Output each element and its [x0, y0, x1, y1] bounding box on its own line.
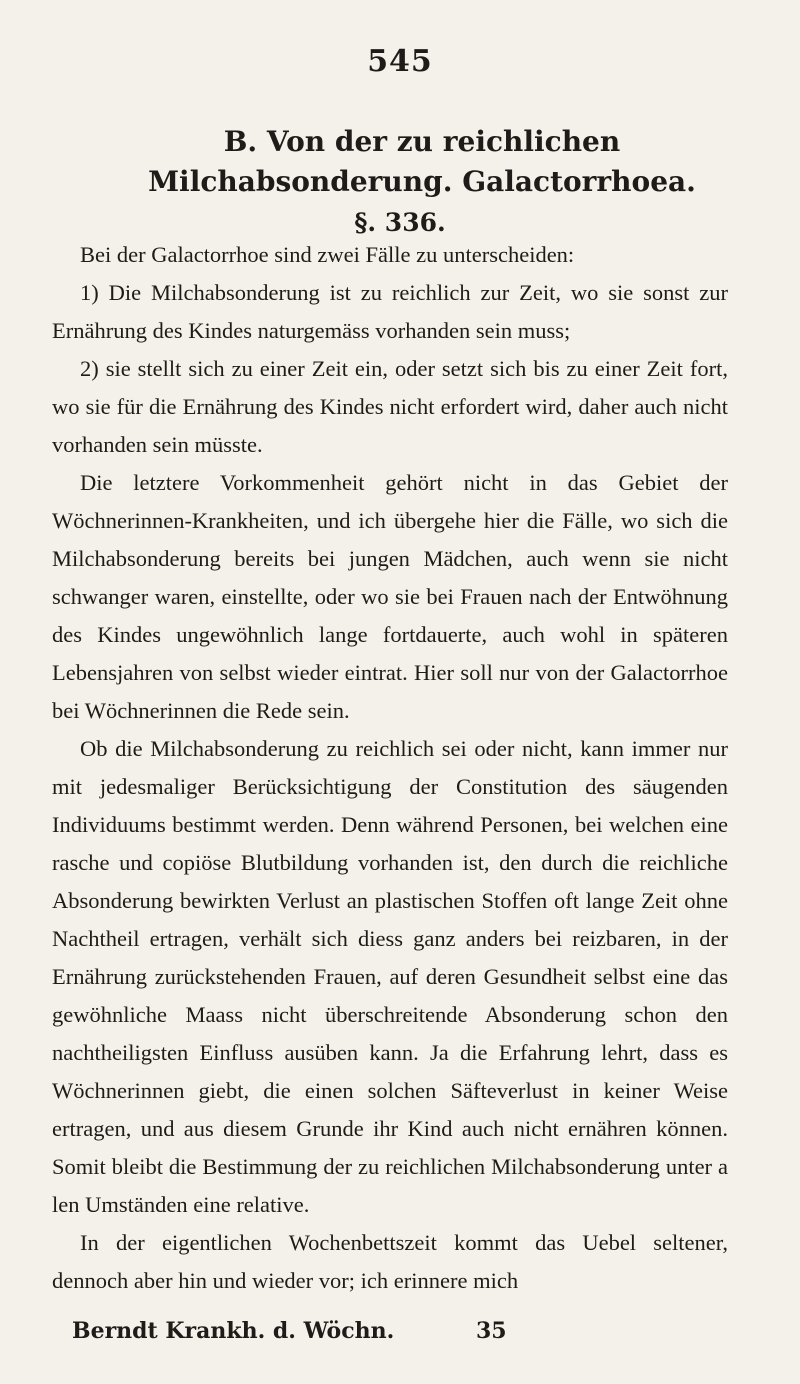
- paragraph-intro: Bei der Galactorrhoe sind zwei Fälle zu unterscheiden:: [80, 242, 575, 267]
- paragraph-case-1: 1) Die Milchabsonderung ist zu reichlich zur Zeit, wo sie sonst zur Ernährung des Kindes naturgemäss vorhanden sein muss;: [52, 280, 728, 343]
- section-heading: B. Von der zu reichlichen Milchabsonderung. Galactorrhoea.: [148, 125, 696, 198]
- paragraph-assessment: Ob die Milchabsonderung zu reichlich sei oder nicht, kann immer nur mit jedesmaliger Berücksichtigung der Constitution des säugenden Individuums bestimmt werden. Denn während Personen, bei welchen eine rasche und copiöse Blutbildung vorhanden ist, den durch die reichliche Absonderung bewirkten Verlust an plastischen Stoffen oft lange Zeit ohne Nachtheil ertragen, verhält sich diess ganz anders bei reizbaren, in der Ernährung zurückstehenden Frauen, auf deren Gesundheit selbst eine das gewöhnliche Maass nicht überschreitende Absonderung schon den nachtheiligsten Einfluss ausüben kann. Ja die Erfahrung lehrt, dass es Wöchnerinnen giebt, die einen solchen Säfteverlust in keiner Weise ertragen, und aus diesem Grunde ihr Kind auch nicht ernähren können. Somit bleibt die Bestimmung der zu reichlichen Milchabsonderung unter a len Umständen eine relative.: [52, 736, 728, 1217]
- paragraph-scope: Die letztere Vorkommenheit gehört nicht in das Gebiet der Wöchnerinnen-Krankheiten, und ich übergehe hier die Fälle, wo sich die Milchabsonderung bereits bei jungen Mädchen, auch wenn sie nicht schwanger waren, einstellte, oder wo sie bei Frauen nach der Entwöhnung des Kindes ungewöhnlich lange fortdauerte, auch wohl in späteren Lebensjahren von selbst wieder eintrat. Hier soll nur von der Galactorrhoe bei Wöchnerinnen die Rede sein.: [52, 470, 728, 723]
- footer-sheet-number: 35: [476, 1318, 507, 1344]
- paragraph-occurrence: In der eigentlichen Wochenbettszeit kommt das Uebel seltener, dennoch aber hin und wieder vor; ich erinnere mich: [52, 1230, 728, 1293]
- footer-signature: Berndt Krankh. d. Wöchn.: [72, 1318, 395, 1344]
- paragraph-number: §. 336.: [354, 208, 446, 237]
- paragraph-case-2: 2) sie stellt sich zu einer Zeit ein, oder setzt sich bis zu einer Zeit fort, wo sie für die Ernährung des Kindes nicht erfordert wird, daher auch nicht vorhanden sein müsste.: [52, 356, 728, 457]
- page-number: 545: [367, 44, 433, 79]
- body-text: [52, 236, 728, 1300]
